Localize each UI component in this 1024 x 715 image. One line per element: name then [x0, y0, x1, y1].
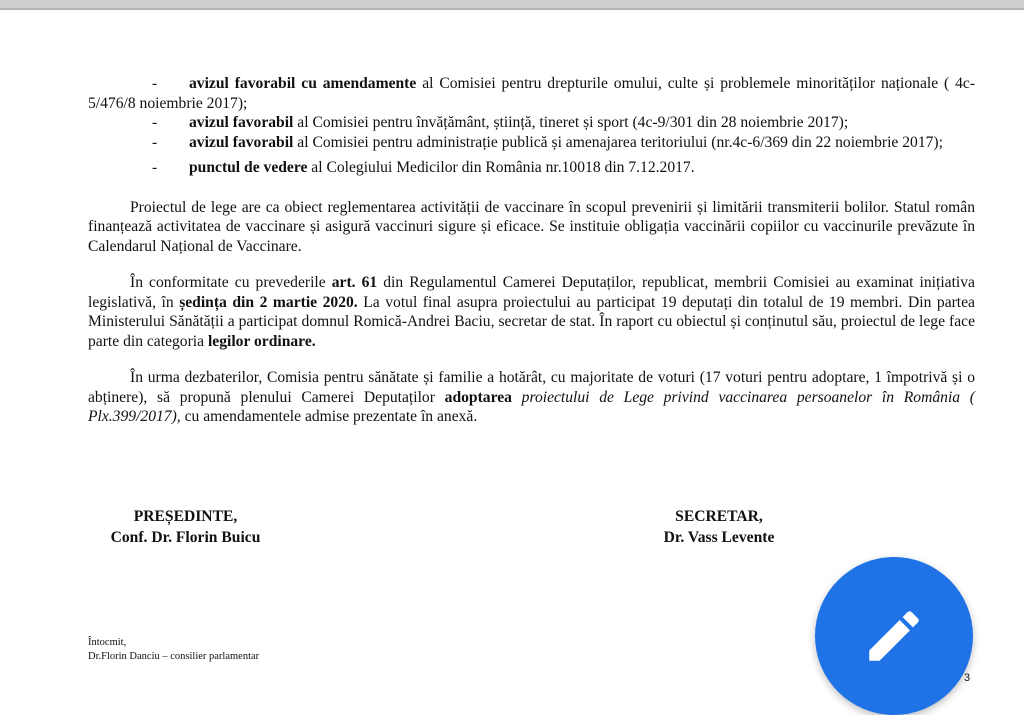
bullet-text: al Colegiului Medicilor din România nr.10018 din 7.12.2017.: [307, 159, 695, 176]
bullet-item: [88, 74, 975, 113]
italic-law-title: proiectului de Lege privind vaccinarea persoanelor în România ( Plx.399/2017),: [88, 388, 975, 425]
bullet-text: al Comisiei pentru administrație publică și amenajarea teritoriului (nr.4c-6/369 din 22 noiembrie 2017);: [293, 133, 943, 151]
signature-title: SECRETAR,: [675, 508, 763, 525]
bold-meeting-date: ședința din 2 martie 2020.: [179, 293, 358, 311]
page-number: 3: [964, 672, 971, 684]
bullet-text: al Comisiei pentru drepturile omului, culte și problemele minorităților naționale ( 4c-5/476/8 noiembrie 2017);: [88, 75, 976, 112]
bullet-bold-text: avizul favorabil: [189, 133, 294, 151]
document-body: [88, 74, 975, 442]
bullet-item: [88, 133, 975, 153]
footer-author: Dr.Florin Danciu – consilier parlamentar: [88, 651, 260, 662]
bullet-dash: -: [152, 114, 158, 131]
signature-name: Conf. Dr. Florin Buicu: [110, 529, 261, 546]
paragraph-conclusion: În urma dezbaterilor, Comisia pentru sănătate și familie a hotărât, cu majoritate de voturi (17 voturi pentru adoptare, 1 împotrivă și o abținere), să propună plenului Camerei Deputaților adoptarea proiectului de Lege privind vaccinarea persoanelor în România ( Plx.399/2017), cu amendamentele admise prezentate în anexă.: [88, 369, 975, 425]
paragraph-conformity: În conformitate cu prevederile art. 61 din Regulamentul Camerei Deputaților, republicat, membrii Comisiei au examinat inițiativa legislativă, în ședința din 2 martie 2020. La votul final asupra proiectului au participat 19 deputați din totalul de 19 membri. Din partea Ministerului Sănătății a participat domnul Romică-Andrei Baciu, secretar de stat. În raport cu obiectul și conținutul său, proiectul de lege face parte din categoria legilor ordinare.: [88, 274, 975, 350]
bullet-text: al Comisiei pentru învățământ, știință, tineret și sport (4c-9/301 din 28 noiembrie 2017);: [293, 114, 849, 131]
bullet-dash: -: [152, 133, 158, 151]
pencil-icon: [861, 603, 927, 669]
signature-secretary: [640, 506, 798, 548]
footer-label: Întocmit,: [88, 637, 127, 648]
signature-title: PREȘEDINTE,: [133, 508, 238, 525]
bullet-item: [88, 158, 975, 178]
bullet-dash: -: [152, 75, 158, 92]
bold-adoption: adoptarea: [444, 388, 512, 406]
bullet-item: [88, 113, 975, 133]
footer-prepared-by: [88, 636, 259, 664]
bullet-bold-text: avizul favorabil: [189, 114, 294, 131]
bullet-bold-text: punctul de vedere: [189, 159, 308, 176]
edit-fab-button[interactable]: [815, 557, 973, 715]
viewer-top-bar: [0, 0, 1024, 10]
bold-law-category: legilor ordinare.: [207, 332, 316, 350]
signature-president: [104, 506, 267, 548]
bullet-dash: -: [152, 159, 158, 176]
bullet-bold-text: avizul favorabil cu amendamente: [189, 75, 417, 92]
bold-article: art. 61: [331, 274, 378, 291]
signature-name: Dr. Vass Levente: [663, 529, 775, 546]
paragraph-purpose: Proiectul de lege are ca obiect reglementarea activității de vaccinare în scopul prevenirii și limitării transmiterii bolilor. Statul român finanțează activitatea de vaccinare și asigură vaccinuri sigure și eficace. Se instituie obligația vaccinării copiilor cu vaccinurile prevăzute în Calendarul Național de Vaccinare.: [88, 198, 975, 255]
